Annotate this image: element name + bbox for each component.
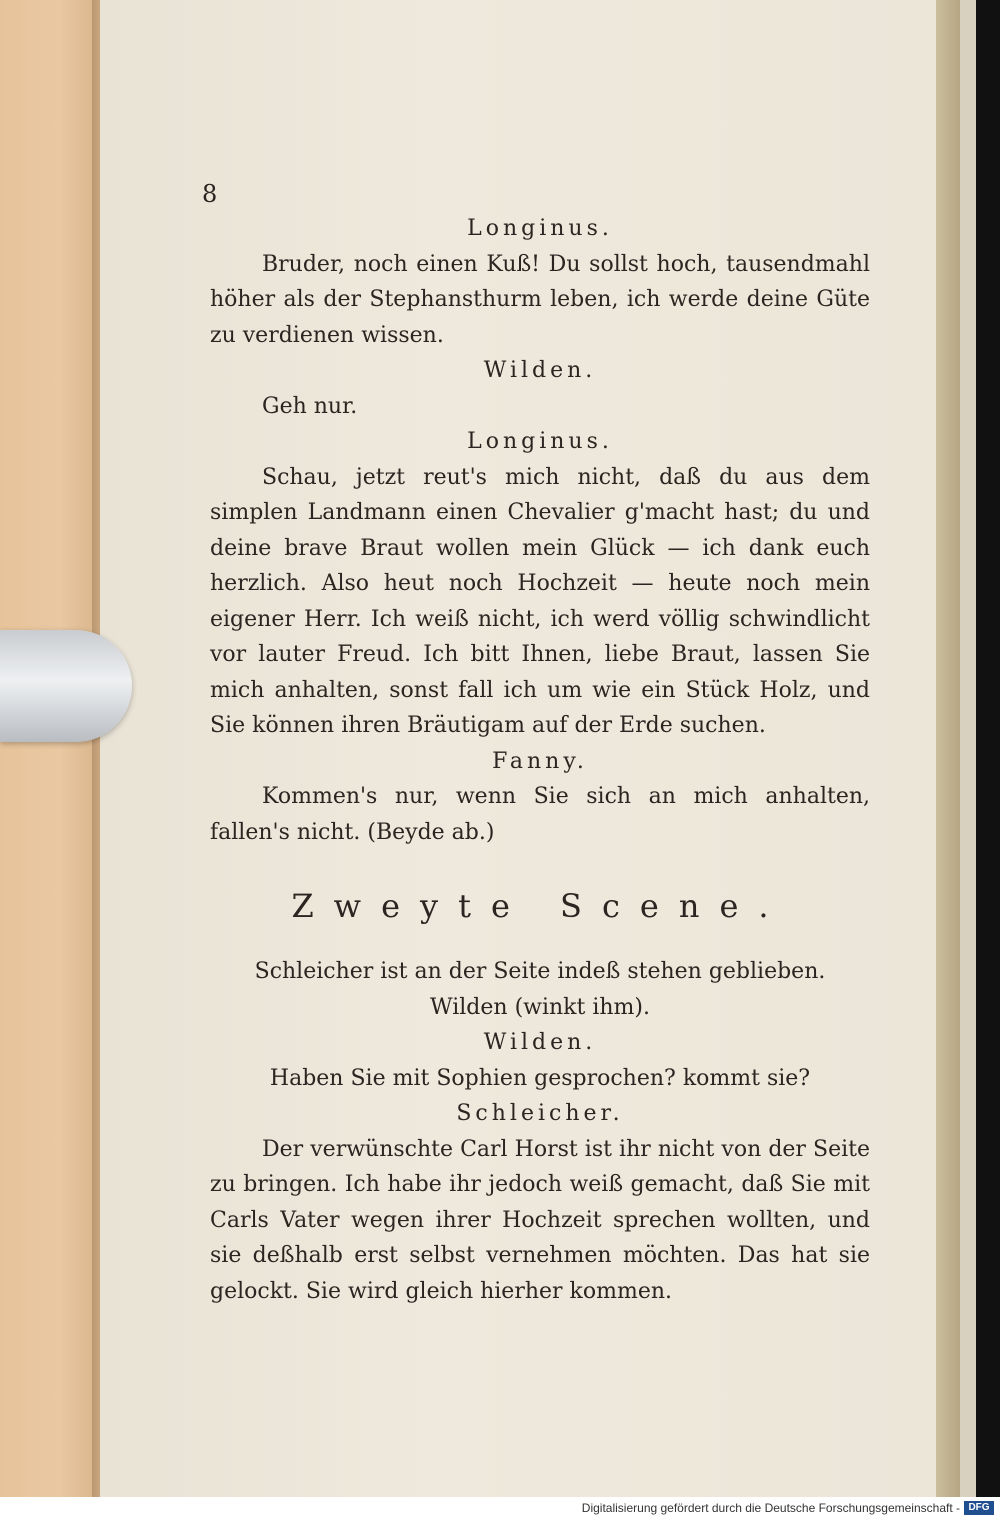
dialogue-paragraph: Der verwünschte Carl Horst ist ihr nicht von der Seite zu bringen. Ich habe ihr jedoch weiß gemacht, daß Sie mit Carls Vater wegen ihrer Hochzeit sprechen wollten, und sie deßhalb erst selbst vernehmen möchten. Das hat sie gelockt. Sie wird gleich hierher kommen. [210,1136,870,1304]
scene-heading: Zweyte Scene. [291,887,789,925]
speaker-name: Schleicher. [456,1101,624,1126]
speaker-name: Fanny. [492,748,588,774]
speaker-name: Longinus. [467,429,613,454]
book-edge-right [936,0,960,1497]
stage-direction: Wilden (winkt ihm). [430,994,650,1020]
speaker-name: Longinus. [467,216,613,241]
stage-direction: Schleicher ist an der Seite indeß stehen geblieben. [254,959,826,984]
footer-bar [0,1497,1000,1520]
page-number: 8 [202,180,218,208]
speaker-name: Wilden. [483,1030,597,1055]
scan-border-right [976,0,1000,1497]
page-text [210,176,870,1309]
dialogue-paragraph: Bruder, noch einen Kuß! Du sollst hoch, tausendmahl höher als der Stephansthurm leben, ich werde deine Güte zu verdienen wissen. [210,251,870,348]
dialogue-line: Haben Sie mit Sophien gesprochen? kommt sie? [269,1065,811,1091]
page-holder-clip [0,630,132,742]
dialogue-paragraph: Schau, jetzt reut's mich nicht, daß du aus dem simplen Landmann einen Chevalier g'macht hast; du und deine brave Braut wollen mein Glück — ich dank euch herzlich. Also heut noch Hochzeit — heute noch mein eigener Herr. Ich weiß nicht, ich werd völlig schwindlicht vor lauter Freud. Ich bitt Ihnen, liebe Braut, lassen Sie mich anhalten, sonst fall ich um wie ein Stück Holz, und Sie können ihren Bräutigam auf der Erde suchen. [210,464,870,738]
dialogue-paragraph: Kommen's nur, wenn Sie sich an mich anhalten, fallen's nicht. (Beyde ab.) [210,784,870,845]
book-edge-left [0,0,100,1497]
dialogue-paragraph: Geh nur. [262,393,358,419]
funding-credit: Digitalisierung gefördert durch die Deutsche Forschungsgemeinschaft - [581,1501,960,1515]
dfg-logo: DFG [964,1501,994,1515]
speaker-name: Wilden. [483,358,597,383]
